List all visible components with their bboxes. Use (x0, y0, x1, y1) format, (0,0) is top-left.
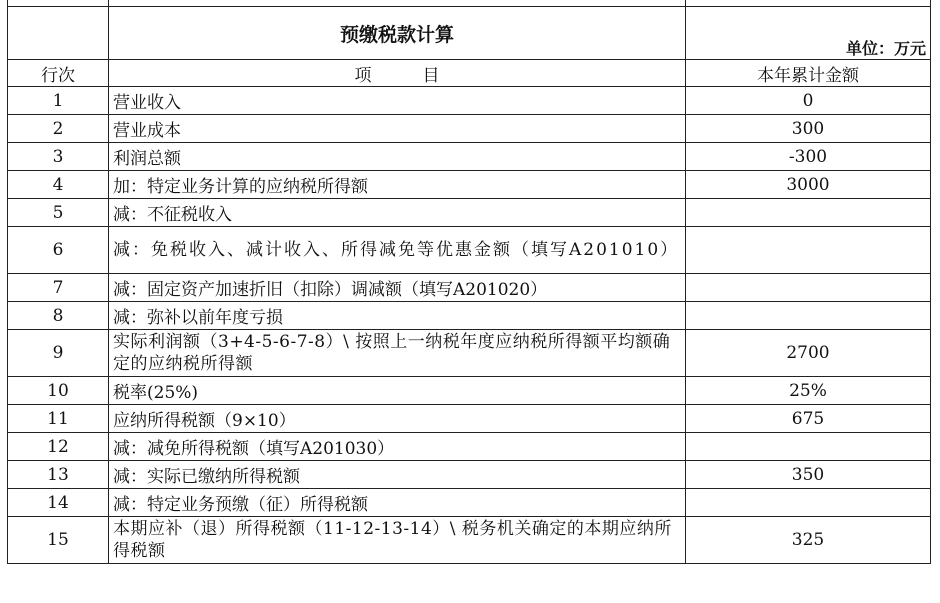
row-number[interactable]: 1 (8, 87, 109, 115)
table-row (8, 330, 931, 377)
row-item[interactable]: 税率(25%) (109, 377, 686, 405)
row-item-text: 本期应补（退）所得税额（11-12-13-14）\ 税务机关确定的本期应纳所得税额 (113, 519, 672, 561)
row-number[interactable]: 9 (8, 330, 109, 377)
row-item[interactable]: 减：固定资产加速折旧（扣除）调减额（填写A201020） (109, 274, 686, 302)
tax-prepayment-table (7, 0, 931, 564)
row-item[interactable]: 加：特定业务计算的应纳税所得额 (109, 171, 686, 199)
table-row (8, 199, 931, 227)
row-number[interactable]: 8 (8, 302, 109, 330)
row-number[interactable]: 3 (8, 143, 109, 171)
row-amount[interactable]: 2700 (686, 330, 931, 377)
row-number[interactable]: 13 (8, 461, 109, 489)
table-row (8, 115, 931, 143)
table-row (8, 143, 931, 171)
row-amount[interactable]: 3000 (686, 171, 931, 199)
row-item[interactable]: 营业收入 (109, 87, 686, 115)
row-amount[interactable]: -300 (686, 143, 931, 171)
row-number[interactable]: 15 (8, 517, 109, 564)
row-item[interactable] (109, 227, 686, 274)
row-amount[interactable] (686, 274, 931, 302)
row-amount[interactable]: 0 (686, 87, 931, 115)
row-number[interactable]: 11 (8, 405, 109, 433)
row-amount[interactable]: 300 (686, 115, 931, 143)
unit-label[interactable]: 单位：万元 (686, 7, 931, 60)
row-amount[interactable] (686, 227, 931, 274)
table-row (8, 433, 931, 461)
row-number[interactable]: 7 (8, 274, 109, 302)
row-amount[interactable]: 325 (686, 517, 931, 564)
row-item[interactable]: 减：不征税收入 (109, 199, 686, 227)
row-item[interactable]: 减：实际已缴纳所得税额 (109, 461, 686, 489)
row-item[interactable]: 减：特定业务预缴（征）所得税额 (109, 489, 686, 517)
table-row (8, 171, 931, 199)
row-item[interactable]: 减：减免所得税额（填写A201030） (109, 433, 686, 461)
table-row (8, 87, 931, 115)
row-number[interactable]: 5 (8, 199, 109, 227)
row-amount[interactable]: 675 (686, 405, 931, 433)
table-row (8, 517, 931, 564)
row-item[interactable]: 减：弥补以前年度亏损 (109, 302, 686, 330)
table-row (8, 405, 931, 433)
row-number[interactable]: 14 (8, 489, 109, 517)
table-row (8, 489, 931, 517)
table-row (8, 377, 931, 405)
row-item[interactable]: 利润总额 (109, 143, 686, 171)
header-row-no[interactable]: 行次 (8, 60, 109, 87)
row-amount[interactable] (686, 489, 931, 517)
table-row (8, 302, 931, 330)
table-row (8, 227, 931, 274)
table-title[interactable]: 预缴税款计算 (109, 7, 686, 60)
title-row-blank-cell[interactable] (8, 7, 109, 60)
row-number[interactable]: 12 (8, 433, 109, 461)
row-item[interactable]: 营业成本 (109, 115, 686, 143)
row-item[interactable] (109, 517, 686, 564)
row-amount[interactable]: 350 (686, 461, 931, 489)
header-amount[interactable]: 本年累计金额 (686, 60, 931, 87)
header-item[interactable]: 项 目 (109, 60, 686, 87)
row-item[interactable] (109, 330, 686, 377)
row-number[interactable]: 6 (8, 227, 109, 274)
title-row (8, 7, 931, 60)
row-amount[interactable] (686, 302, 931, 330)
row-number[interactable]: 2 (8, 115, 109, 143)
row-item-text: 减：免税收入、减计收入、所得减免等优惠金额（填写A201010） (113, 240, 680, 260)
row-amount[interactable]: 25% (686, 377, 931, 405)
table-row (8, 274, 931, 302)
row-item-text: 实际利润额（3+4-5-6-7-8）\ 按照上一纳税年度应纳税所得额平均额确定的应纳税所得额 (113, 332, 671, 374)
row-number[interactable]: 4 (8, 171, 109, 199)
row-amount[interactable] (686, 199, 931, 227)
table-row (8, 461, 931, 489)
row-amount[interactable] (686, 433, 931, 461)
header-row (8, 60, 931, 87)
row-item[interactable]: 应纳所得税额（9×10） (109, 405, 686, 433)
row-number[interactable]: 10 (8, 377, 109, 405)
